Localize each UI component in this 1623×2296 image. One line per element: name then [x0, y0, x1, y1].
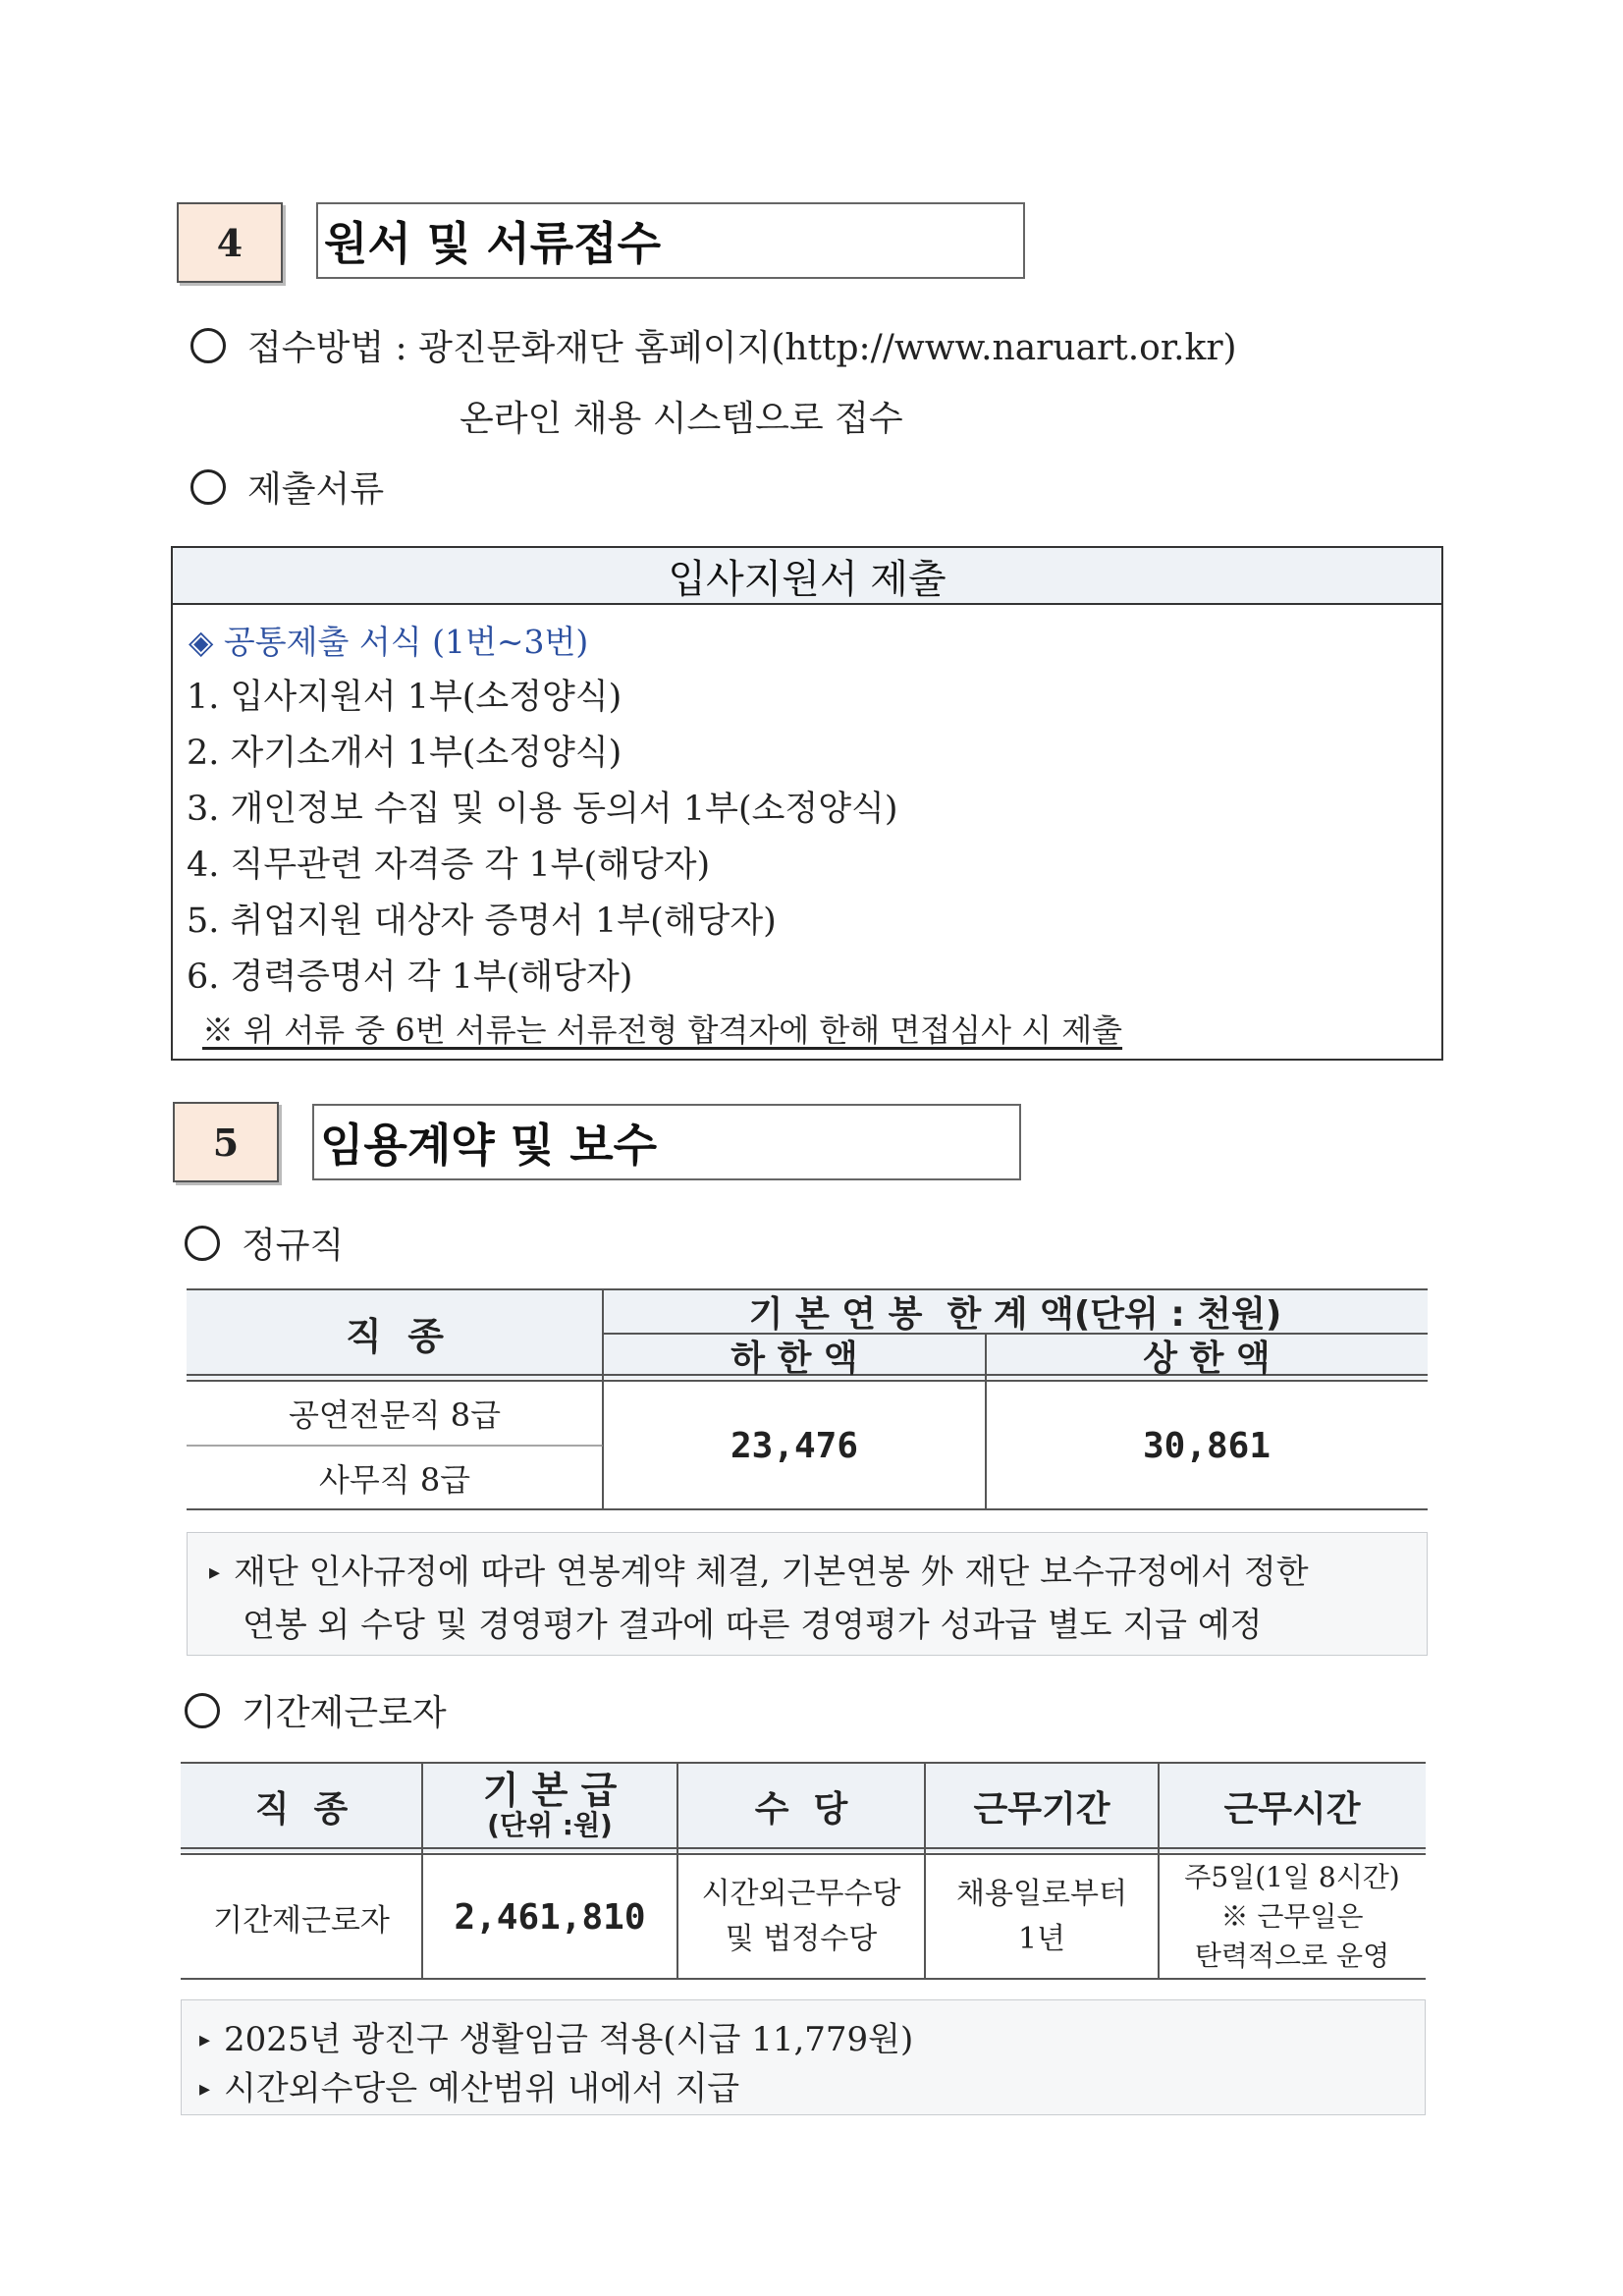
doc-item: 1. 입사지원서 1부(소정양식) [187, 678, 622, 717]
docs-subheader: ◈ 공통제출 서식 (1번~3번) [189, 623, 589, 661]
col-salary-header: 기 본 연 봉 한 계 액(단위 : 천원) [748, 1293, 1282, 1335]
required-docs-label: 제출서류 [190, 462, 384, 512]
col-hours-header: 근무시간 [1223, 1788, 1361, 1830]
temp-allowance-cell: 시간외근무수당 및 법정수당 [701, 1877, 901, 1956]
temp-job-cell: 기간제근로자 [213, 1902, 390, 1939]
col-job-header: 직 종 [254, 1788, 349, 1830]
col-base-header: 기 본 급 (단위 :원) [482, 1769, 618, 1841]
section-4-number: 4 [177, 202, 283, 283]
col-min-header: 하 한 액 [730, 1338, 858, 1379]
temp-note-box [181, 1999, 1426, 2115]
doc-item: 2. 자기소개서 1부(소정양식) [187, 734, 622, 773]
docs-note: ※ 위 서류 중 6번 서류는 서류전형 합격자에 한해 면접심사 시 제출 [202, 1011, 1123, 1049]
temp-worker-table [181, 1762, 1426, 1980]
regular-label: 정규직 [185, 1218, 344, 1268]
note-line: ▸ 시간외수당은 예산범위 내에서 지급 [199, 2069, 740, 2108]
min-salary-value: 23,476 [730, 1425, 859, 1466]
section-4-title: 원서 및 서류접수 [316, 202, 1025, 279]
temp-hours-cell: 주5일(1일 8시간) ※ 근무일은 탄력적으로 운영 [1184, 1861, 1400, 1972]
triangle-bullet-icon: ▸ [209, 1560, 221, 1585]
max-salary-value: 30,861 [1142, 1425, 1271, 1466]
col-job-header: 직 종 [346, 1314, 444, 1358]
temp-base-value: 2,461,810 [454, 1896, 646, 1938]
job-row: 사무직 8급 [318, 1461, 471, 1499]
submission-method: 접수방법 : 광진문화재단 홈페이지(http://www.naruart.or.kr) [190, 320, 1237, 370]
col-max-header: 상 한 액 [1143, 1338, 1271, 1379]
required-docs-box [171, 546, 1443, 1061]
note-line: ▸ 2025년 광진구 생활임금 적용(시급 11,779원) [199, 2020, 914, 2059]
section-5-number: 5 [173, 1102, 279, 1182]
submission-method-line2: 온라인 채용 시스템으로 접수 [460, 399, 903, 439]
doc-item: 6. 경력증명서 각 1부(해당자) [187, 957, 633, 997]
triangle-bullet-icon: ▸ [199, 2077, 211, 2102]
circle-bullet-icon [185, 1693, 220, 1728]
note-line: 연봉 외 수당 및 경영평가 결과에 따른 경영평가 성과급 별도 지급 예정 [243, 1606, 1263, 1645]
doc-item: 4. 직무관련 자격증 각 1부(해당자) [187, 846, 711, 885]
temp-worker-label: 기간제근로자 [185, 1685, 447, 1735]
section-5-title: 임용계약 및 보수 [312, 1104, 1021, 1180]
regular-salary-table [187, 1288, 1428, 1510]
note-line: ▸ 재단 인사규정에 따라 연봉계약 체결, 기본연봉 外 재단 보수규정에서 정한 [209, 1553, 1309, 1592]
job-row: 공연전문직 8급 [288, 1396, 501, 1434]
docs-box-header: 입사지원서 제출 [173, 548, 1441, 605]
circle-bullet-icon [190, 469, 226, 505]
col-allowance-header: 수 당 [754, 1788, 848, 1830]
regular-note-box [187, 1532, 1428, 1656]
circle-bullet-icon [190, 328, 226, 363]
triangle-bullet-icon: ▸ [199, 2028, 211, 2052]
doc-item: 5. 취업지원 대상자 증명서 1부(해당자) [187, 902, 777, 941]
circle-bullet-icon [185, 1226, 220, 1261]
temp-period-cell: 채용일로부터 1년 [956, 1877, 1127, 1956]
doc-item: 3. 개인정보 수집 및 이용 동의서 1부(소정양식) [187, 790, 898, 829]
col-period-header: 근무기간 [973, 1788, 1110, 1830]
